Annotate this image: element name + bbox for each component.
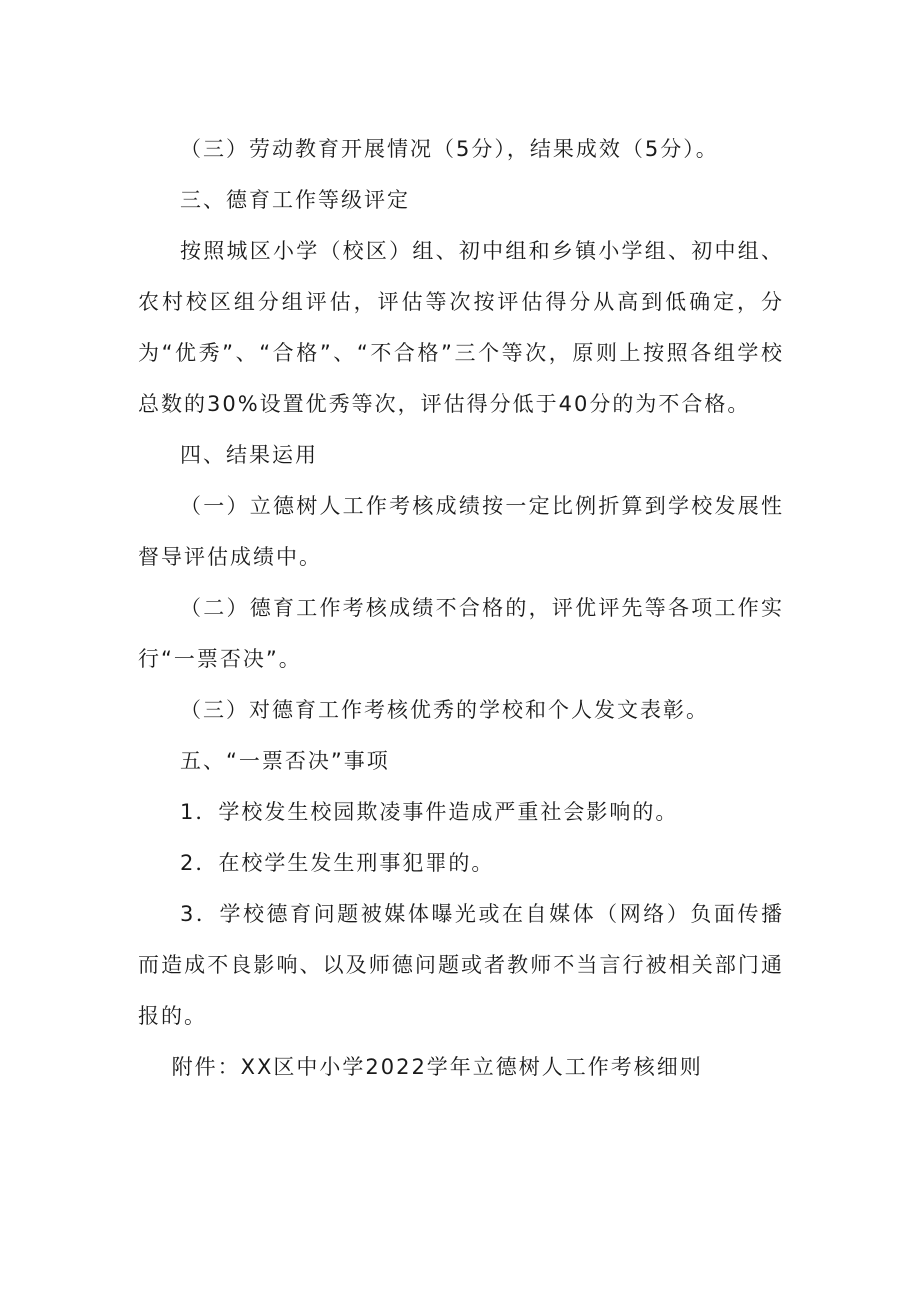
section-heading-result-use: 四、结果运用 [180, 443, 318, 467]
document-body [138, 124, 784, 1093]
paragraph-veto-item-3: 3．学校德育问题被媒体曝光或在自媒体（网络）负面传播而造成不良影响、以及师德问题或者教师不当言行被相关部门通报的。 [138, 902, 784, 1028]
paragraph-veto-item-1: 1．学校发生校园欺凌事件造成严重社会影响的。 [180, 800, 679, 824]
paragraph-result-use-1: （一）立德树人工作考核成绩按一定比例折算到学校发展性督导评估成绩中。 [138, 494, 784, 569]
section-heading-veto: 五、“一票否决”事项 [180, 749, 390, 773]
paragraph-result-use-3: （三）对德育工作考核优秀的学校和个人发文表彰。 [180, 698, 709, 722]
paragraph-grading-rules: 按照城区小学（校区）组、初中组和乡镇小学组、初中组、农村校区组分组评估，评估等次按评估得分从高到低确定，分为“优秀”、“合格”、“不合格”三个等次，原则上按照各组学校总数的30%设置优秀等次，评估得分低于40分的为不合格。 [138, 239, 784, 416]
paragraph-veto-item-2: 2．在校学生发生刑事犯罪的。 [180, 851, 495, 875]
section-heading-grading: 三、德育工作等级评定 [180, 188, 410, 212]
paragraph-attachment: 附件：XX区中小学2022学年立德树人工作考核细则 [171, 1055, 703, 1079]
paragraph-labor-education: （三）劳动教育开展情况（5分），结果成效（5分）。 [180, 137, 719, 161]
paragraph-result-use-2: （二）德育工作考核成绩不合格的，评优评先等各项工作实行“一票否决”。 [138, 596, 784, 671]
